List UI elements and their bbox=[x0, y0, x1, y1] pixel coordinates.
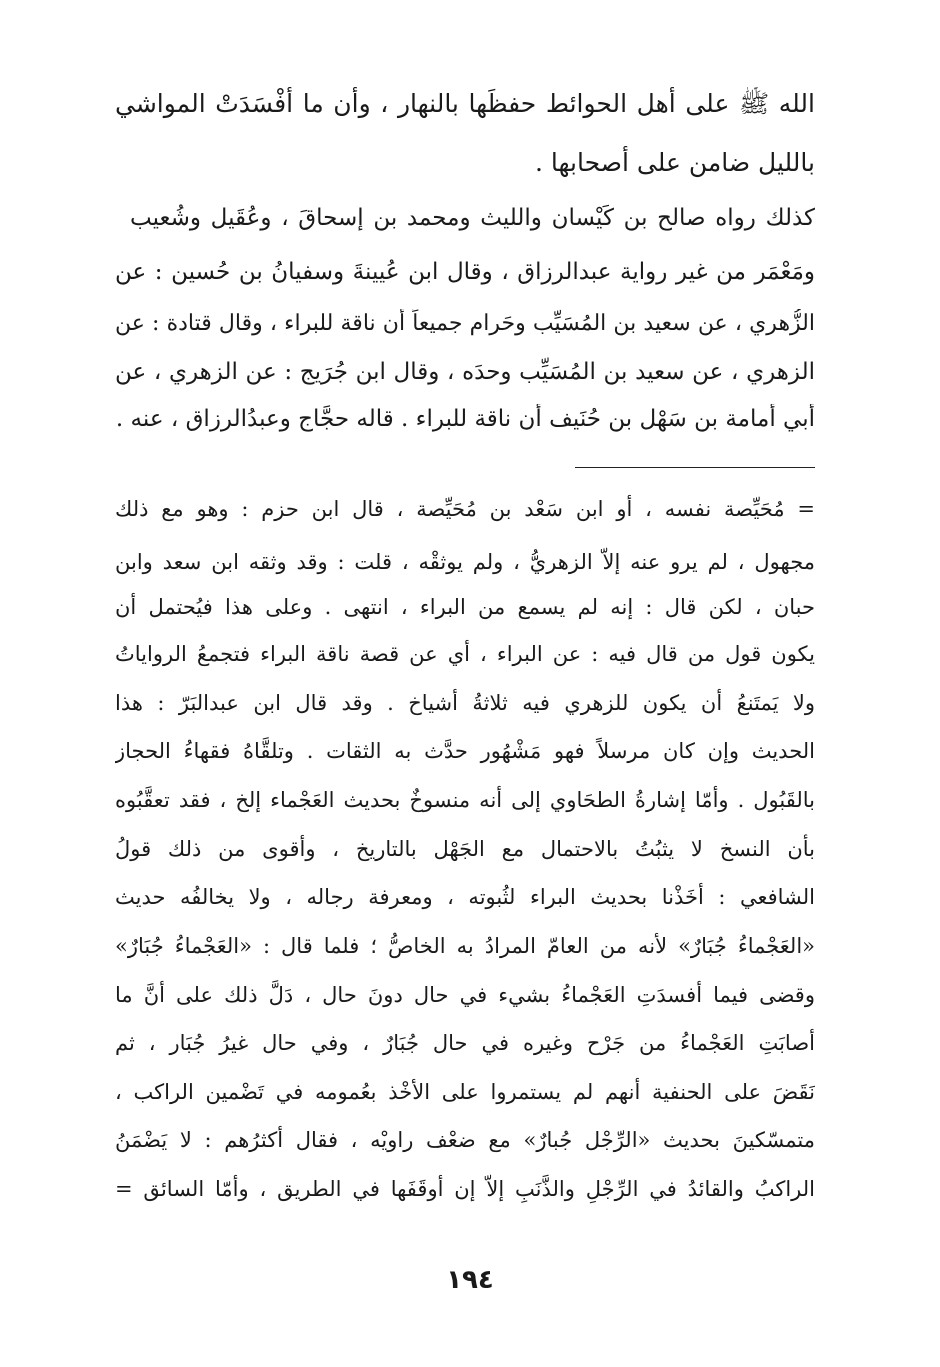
narrators-text-line: الزهري ، عن سعيد بن المُسَيِّب وحدَه ، وقال ابن جُرَيج : عن الزهري ، عن bbox=[115, 359, 815, 385]
footnote-line: بالقَبُول . وأمّا إشارةُ الطحَاوي إلى أنه منسوخٌ بحديث العَجْماء إلخ ، فقد تعقَّبُوه bbox=[115, 788, 815, 812]
footnote-line: بأن النسخ لا يثبُتُ بالاحتمال مع الجَهْل بالتاريخ ، وأقوى من ذلك قولُ bbox=[115, 837, 815, 861]
footnote-line: الراكبُ والقائدُ في الرِّجْلِ والذَّنَبِ إلاّ إن أوقَفَها في الطريق ، وأمّا السائق = bbox=[115, 1177, 815, 1201]
footnote-line: = مُحَيِّصة نفسه ، أو ابن سَعْد بن مُحَيِّصة ، قال ابن حزم : وهو مع ذلك bbox=[115, 497, 815, 521]
footnote-line: أصابَتِ العَجْماءُ من جَرْح وغيره في حال جُبَارٌ ، وفي حال غيرُ جُبَار ، ثم bbox=[115, 1031, 815, 1055]
footnote-line: ولا يَمتَنعُ أن يكون للزهري فيه ثلاثةُ أشياخ . وقد قال ابن عبدالبَرّ : هذا bbox=[115, 691, 815, 715]
page-number: ١٩٤ bbox=[446, 1265, 494, 1295]
main-text-line: بالليل ضامن على أصحابها . bbox=[534, 148, 815, 177]
footnote-divider bbox=[575, 467, 815, 468]
footnote-line: متمسّكينَ بحديث «الرِّجْل جُبارٌ» مع ضعْف راويْه ، فقال أكثرُهم : لا يَضْمَنُ bbox=[115, 1128, 815, 1152]
narrators-text-line: الزُّهري ، عن سعيد بن المُسَيِّب وحَرام جميعاً أن ناقة للبراء ، وقال قتادة : عن bbox=[115, 311, 815, 336]
footnote-line: حبان ، لكن قال : إنه لم يسمع من البراء ، انتهى . وعلى هذا فيُحتمل أن bbox=[115, 595, 815, 619]
footnote-line: وقضى فيما أفسدَتِ العَجْماءُ بشيء في حال دونَ حال ، دَلَّ ذلك على أنَّ ما bbox=[115, 983, 815, 1007]
footnote-line: الحديث وإن كان مرسلاً فهو مَشْهُور حدَّث به الثقات . وتلقَّاهُ فقهاءُ الحجاز bbox=[115, 739, 815, 763]
narrators-text-line: ومَعْمَر من غير رواية عبدالرزاق ، وقال ابن عُيينةَ وسفيانُ بن حُسين : عن bbox=[115, 259, 815, 285]
main-text-line: الله ﷺ على أهل الحوائط حفظَها بالنهار ، وأن ما أَفْسَدَتْ المواشي bbox=[115, 89, 815, 118]
footnote-line: «العَجْماءُ جُبَارٌ» لأنه من العامّ المرادُ به الخاصُّ ؛ فلما قال : «العَجْماءُ جُبَارٌ» bbox=[115, 934, 815, 958]
narrators-text-line: كذلك رواه صالح بن كَيْسان والليث ومحمد بن إسحاقَ ، وعُقَيل وشُعيب bbox=[130, 205, 815, 231]
footnote-line: نَقَضَ على الحنفية أنهم لم يستمروا على الأخْذ بعُمومه في تَضْمين الراكب ، bbox=[115, 1080, 815, 1104]
narrators-text-line: أبي أُمامة بن سَهْل بن حُنَيف أن ناقة للبراء . قاله حجَّاج وعبدُالرزاق ، عنه . bbox=[115, 406, 815, 432]
footnote-line: يكون قول من قال فيه : عن البراء ، أي عن قصة ناقة البراء فتجمعُ الرواياتُ bbox=[115, 642, 815, 666]
footnote-line: مجهول ، لم يرو عنه إلاّ الزهريُّ ، ولم يوثقْه ، قلت : وقد وثقه ابن سعد وابن bbox=[115, 550, 815, 574]
footnote-line: الشافعي : أخَذْنا بحديث البراء لثُبوته ، ومعرفة رجاله ، ولا يخالفُه حديث bbox=[115, 885, 815, 909]
